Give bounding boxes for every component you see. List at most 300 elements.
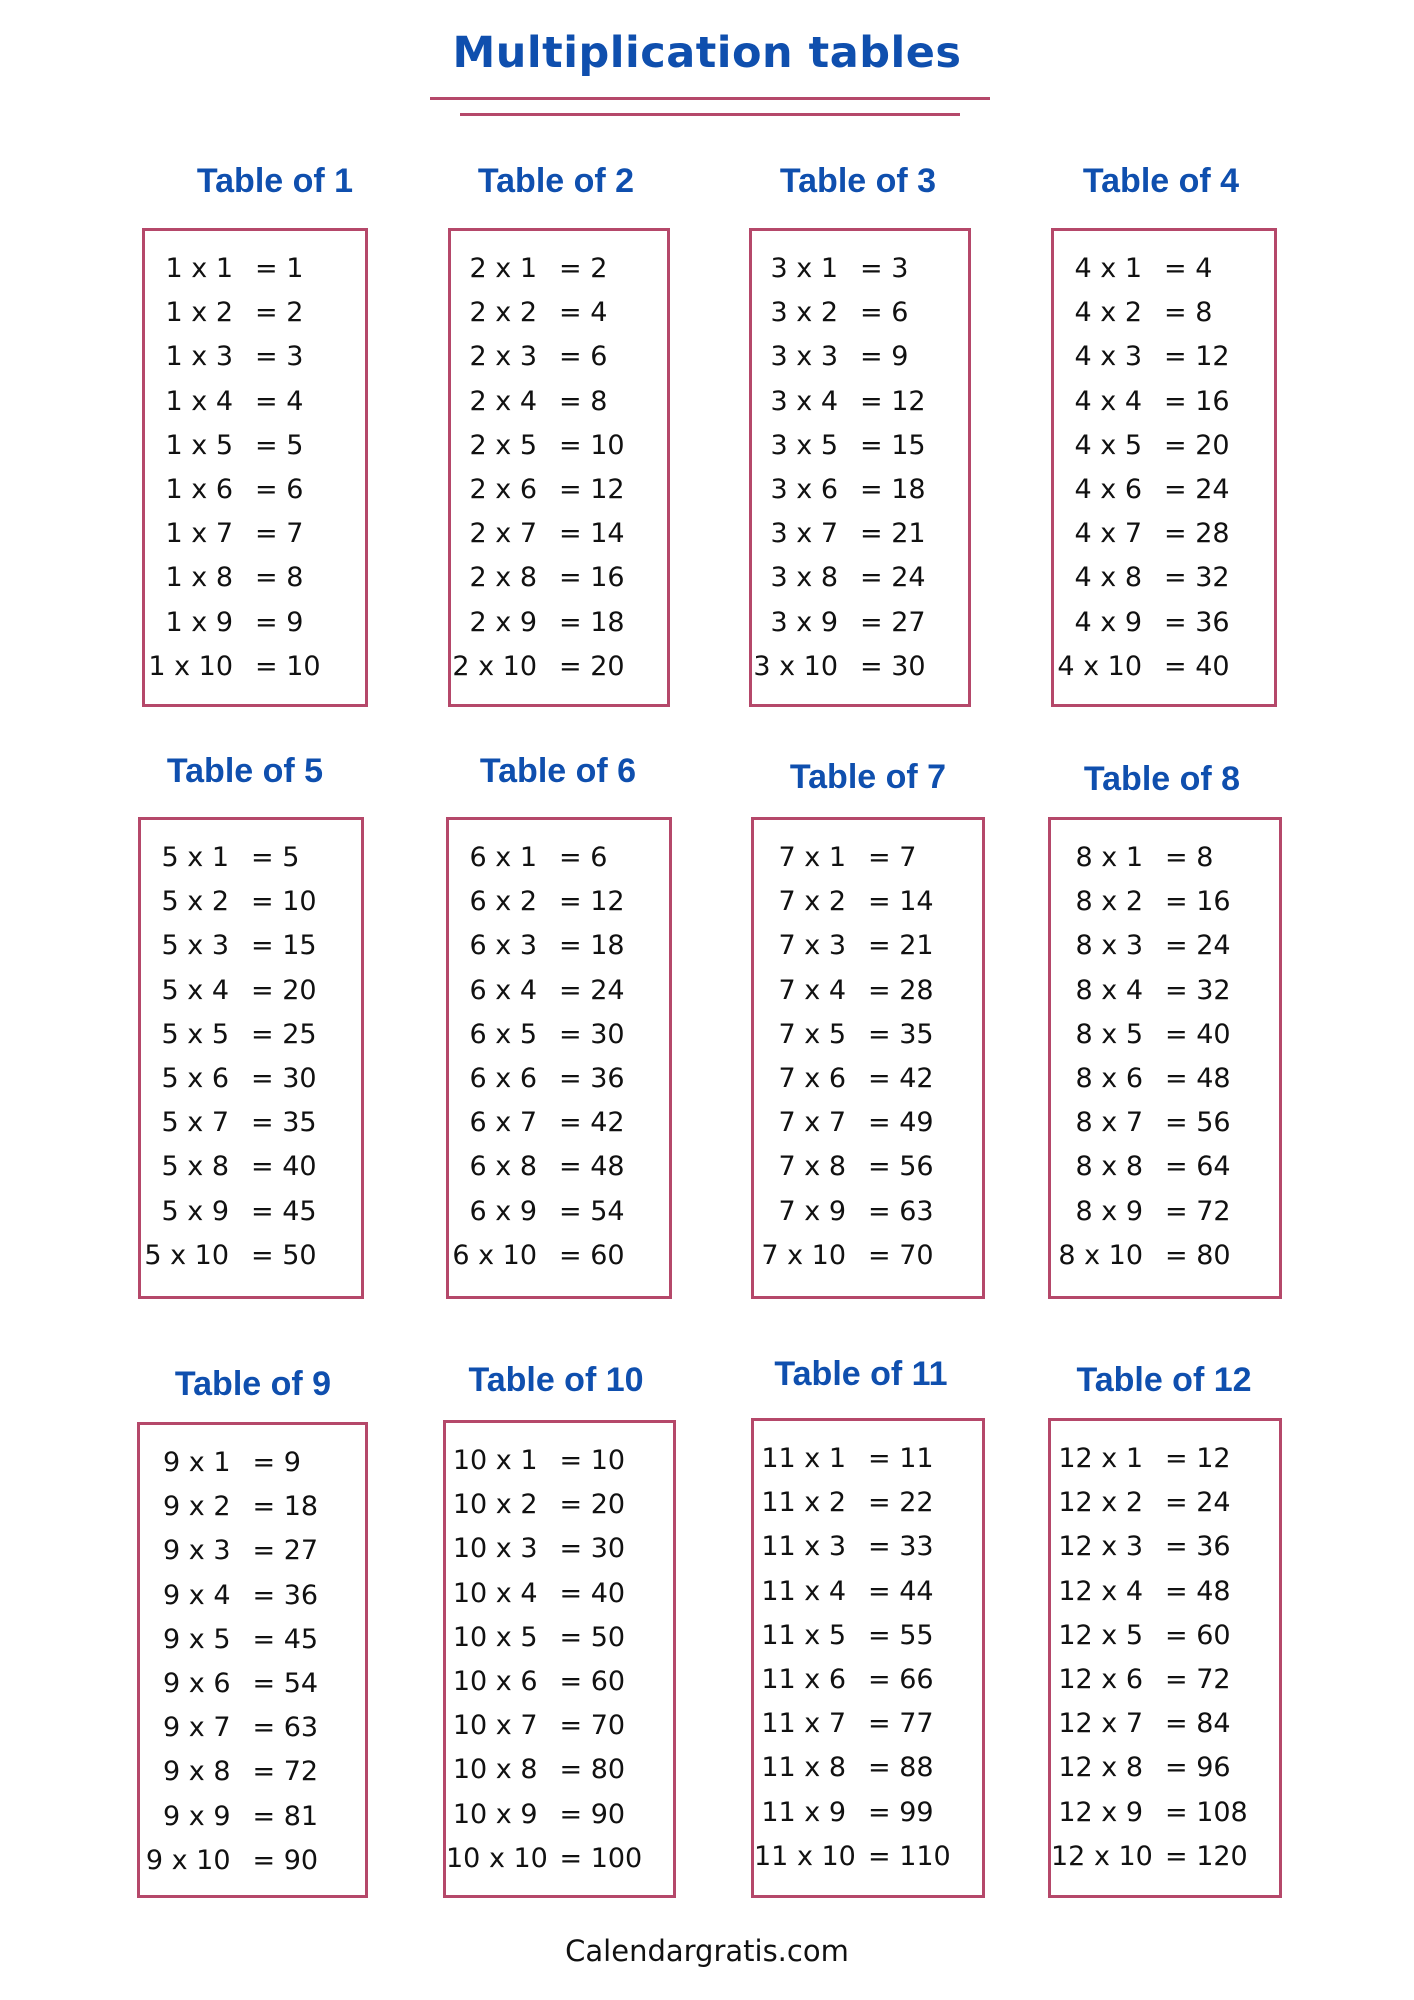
row-expression: 11 x 9 bbox=[761, 1796, 846, 1828]
table-box-1 bbox=[142, 228, 368, 707]
row-result: = 49 bbox=[868, 1107, 934, 1139]
table-row bbox=[451, 601, 667, 645]
row-expression: 4 x 6 bbox=[1074, 473, 1142, 505]
row-expression: 9 x 2 bbox=[163, 1491, 231, 1523]
table-row bbox=[141, 880, 361, 924]
row-result: = 72 bbox=[1165, 1195, 1231, 1227]
row-result: = 21 bbox=[868, 930, 934, 962]
row-result: = 24 bbox=[1165, 930, 1231, 962]
table-row bbox=[1051, 1570, 1279, 1614]
table-row bbox=[752, 601, 968, 645]
table-row bbox=[145, 424, 365, 468]
row-result: = 10 bbox=[251, 886, 317, 918]
table-row bbox=[754, 1791, 982, 1835]
row-result: = 35 bbox=[251, 1107, 317, 1139]
table-row bbox=[752, 645, 968, 689]
row-expression: 4 x 8 bbox=[1074, 562, 1142, 594]
row-expression: 5 x 5 bbox=[161, 1018, 229, 1050]
row-expression: 2 x 9 bbox=[469, 606, 537, 638]
table-row bbox=[754, 1101, 982, 1145]
row-result: = 2 bbox=[255, 297, 304, 329]
table-box-7 bbox=[751, 817, 985, 1299]
table-row bbox=[754, 924, 982, 968]
table-row bbox=[1051, 1835, 1279, 1879]
page-title: Multiplication tables bbox=[452, 28, 962, 78]
row-expression: 1 x 2 bbox=[165, 297, 233, 329]
row-result: = 20 bbox=[251, 974, 317, 1006]
table-row bbox=[1051, 1658, 1279, 1702]
row-expression: 12 x 2 bbox=[1058, 1487, 1143, 1519]
table-row bbox=[141, 924, 361, 968]
row-expression: 11 x 3 bbox=[761, 1531, 846, 1563]
table-title-11: Table of 11 bbox=[774, 1355, 948, 1393]
row-expression: 11 x 4 bbox=[761, 1575, 846, 1607]
row-expression: 6 x 2 bbox=[469, 886, 537, 918]
row-expression: 1 x 9 bbox=[165, 606, 233, 638]
row-result: = 12 bbox=[1165, 1443, 1231, 1474]
row-expression: 12 x 6 bbox=[1058, 1663, 1143, 1695]
table-row bbox=[754, 1437, 982, 1481]
row-result: = 16 bbox=[1164, 385, 1230, 417]
row-result: = 25 bbox=[251, 1018, 317, 1050]
row-expression: 11 x 2 bbox=[761, 1487, 846, 1519]
table-row bbox=[754, 880, 982, 924]
table-row bbox=[141, 836, 361, 880]
row-result: = 40 bbox=[1164, 650, 1230, 682]
row-result: = 20 bbox=[559, 650, 625, 682]
row-expression: 1 x 7 bbox=[165, 518, 233, 550]
table-row bbox=[451, 556, 667, 600]
row-result: = 44 bbox=[868, 1575, 934, 1607]
row-result: = 4 bbox=[1164, 253, 1213, 284]
row-result: = 28 bbox=[868, 974, 934, 1006]
row-result: = 33 bbox=[868, 1531, 934, 1563]
row-result: = 24 bbox=[559, 974, 625, 1006]
table-row bbox=[1051, 1614, 1279, 1658]
row-result: = 3 bbox=[860, 253, 909, 284]
table-row bbox=[145, 468, 365, 512]
row-expression: 12 x 5 bbox=[1058, 1619, 1143, 1651]
table-row bbox=[446, 1572, 673, 1616]
row-result: = 40 bbox=[1165, 1018, 1231, 1050]
table-row bbox=[1051, 924, 1279, 968]
row-result: = 9 bbox=[252, 1447, 301, 1478]
table-box-11 bbox=[751, 1418, 985, 1898]
table-title-9: Table of 9 bbox=[174, 1365, 332, 1403]
row-result: = 60 bbox=[559, 1665, 626, 1697]
table-row bbox=[1054, 601, 1274, 645]
table-row bbox=[141, 1057, 361, 1101]
row-expression: 3 x 5 bbox=[770, 429, 838, 461]
table-title-12: Table of 12 bbox=[1076, 1361, 1252, 1399]
row-expression: 8 x 9 bbox=[1075, 1195, 1143, 1227]
row-expression: 7 x 2 bbox=[778, 886, 846, 918]
table-row bbox=[754, 1614, 982, 1658]
row-result: = 70 bbox=[868, 1239, 934, 1271]
row-result: = 8 bbox=[255, 562, 304, 594]
row-result: = 36 bbox=[252, 1579, 319, 1611]
table-box-5 bbox=[138, 817, 364, 1299]
table-row bbox=[754, 1013, 982, 1057]
row-result: = 48 bbox=[559, 1151, 625, 1183]
row-expression: 6 x 1 bbox=[469, 842, 537, 873]
row-result: = 84 bbox=[1165, 1708, 1231, 1740]
table-row bbox=[1051, 1791, 1279, 1835]
row-expression: 5 x 8 bbox=[161, 1151, 229, 1183]
title-underline-top bbox=[430, 97, 990, 100]
row-result: = 7 bbox=[255, 518, 304, 550]
table-row bbox=[1051, 1746, 1279, 1790]
row-expression: 7 x 5 bbox=[778, 1018, 846, 1050]
row-expression: 10 x 1 bbox=[452, 1445, 538, 1476]
row-expression: 10 x 8 bbox=[452, 1754, 538, 1786]
table-row bbox=[446, 1704, 673, 1748]
table-row bbox=[1051, 1101, 1279, 1145]
row-expression: 6 x 10 bbox=[452, 1239, 537, 1271]
row-result: = 100 bbox=[559, 1842, 643, 1874]
row-expression: 2 x 2 bbox=[469, 297, 537, 329]
row-result: = 16 bbox=[1165, 886, 1231, 918]
row-result: = 66 bbox=[868, 1663, 934, 1695]
table-row bbox=[140, 1618, 365, 1662]
table-row bbox=[1054, 380, 1274, 424]
table-row bbox=[141, 1234, 361, 1278]
table-row bbox=[140, 1529, 365, 1573]
table-row bbox=[449, 1057, 669, 1101]
row-expression: 11 x 10 bbox=[754, 1840, 856, 1872]
row-result: = 72 bbox=[1165, 1663, 1231, 1695]
row-expression: 9 x 3 bbox=[163, 1535, 231, 1567]
row-result: = 6 bbox=[559, 842, 608, 873]
row-result: = 110 bbox=[868, 1840, 951, 1872]
row-expression: 7 x 3 bbox=[778, 930, 846, 962]
row-expression: 9 x 10 bbox=[145, 1844, 231, 1876]
row-expression: 6 x 7 bbox=[469, 1107, 537, 1139]
row-expression: 2 x 8 bbox=[469, 562, 537, 594]
table-row bbox=[754, 1145, 982, 1189]
row-expression: 11 x 5 bbox=[761, 1619, 846, 1651]
row-result: = 80 bbox=[1165, 1239, 1231, 1271]
row-expression: 10 x 2 bbox=[452, 1489, 538, 1521]
table-row bbox=[752, 512, 968, 556]
row-expression: 3 x 4 bbox=[770, 385, 838, 417]
row-result: = 48 bbox=[1165, 1575, 1231, 1607]
row-expression: 3 x 7 bbox=[770, 518, 838, 550]
table-row bbox=[1054, 556, 1274, 600]
table-row bbox=[140, 1706, 365, 1750]
row-result: = 30 bbox=[559, 1018, 625, 1050]
row-expression: 12 x 7 bbox=[1058, 1708, 1143, 1740]
table-row bbox=[1054, 291, 1274, 335]
row-expression: 5 x 3 bbox=[161, 930, 229, 962]
table-row bbox=[141, 1101, 361, 1145]
row-result: = 10 bbox=[559, 429, 625, 461]
row-expression: 7 x 8 bbox=[778, 1151, 846, 1183]
row-expression: 10 x 9 bbox=[452, 1798, 538, 1830]
row-expression: 10 x 7 bbox=[452, 1710, 538, 1742]
row-result: = 12 bbox=[1164, 341, 1230, 373]
row-result: = 9 bbox=[860, 341, 909, 373]
table-row bbox=[1051, 1190, 1279, 1234]
table-row bbox=[1051, 969, 1279, 1013]
row-expression: 1 x 8 bbox=[165, 562, 233, 594]
row-result: = 8 bbox=[1164, 297, 1213, 329]
row-expression: 1 x 6 bbox=[165, 473, 233, 505]
row-result: = 4 bbox=[255, 385, 304, 417]
row-expression: 9 x 6 bbox=[163, 1667, 231, 1699]
table-row bbox=[1051, 1057, 1279, 1101]
row-result: = 30 bbox=[251, 1062, 317, 1094]
table-row bbox=[1054, 335, 1274, 379]
table-row bbox=[446, 1793, 673, 1837]
row-result: = 99 bbox=[868, 1796, 934, 1828]
table-row bbox=[145, 556, 365, 600]
row-expression: 5 x 10 bbox=[144, 1239, 229, 1271]
row-expression: 6 x 9 bbox=[469, 1195, 537, 1227]
table-row bbox=[145, 645, 365, 689]
table-row bbox=[145, 601, 365, 645]
table-row bbox=[446, 1527, 673, 1571]
row-result: = 27 bbox=[252, 1535, 319, 1567]
row-expression: 8 x 2 bbox=[1075, 886, 1143, 918]
table-box-9 bbox=[137, 1422, 368, 1898]
row-expression: 4 x 3 bbox=[1074, 341, 1142, 373]
row-expression: 10 x 5 bbox=[452, 1621, 538, 1653]
table-box-8 bbox=[1048, 817, 1282, 1299]
row-result: = 16 bbox=[559, 562, 625, 594]
row-expression: 7 x 9 bbox=[778, 1195, 846, 1227]
row-result: = 30 bbox=[860, 650, 926, 682]
row-result: = 80 bbox=[559, 1754, 626, 1786]
row-result: = 12 bbox=[559, 886, 625, 918]
table-row bbox=[140, 1485, 365, 1529]
row-result: = 5 bbox=[251, 842, 300, 873]
row-result: = 60 bbox=[559, 1239, 625, 1271]
table-row bbox=[1054, 424, 1274, 468]
table-row bbox=[446, 1748, 673, 1792]
row-expression: 4 x 1 bbox=[1074, 253, 1142, 284]
table-row bbox=[1051, 1702, 1279, 1746]
row-result: = 6 bbox=[559, 341, 608, 373]
row-result: = 36 bbox=[1164, 606, 1230, 638]
table-row bbox=[1051, 1525, 1279, 1569]
row-expression: 10 x 3 bbox=[452, 1533, 538, 1565]
row-result: = 81 bbox=[252, 1800, 319, 1832]
row-result: = 32 bbox=[1164, 562, 1230, 594]
table-row bbox=[752, 247, 968, 291]
row-result: = 7 bbox=[868, 842, 917, 873]
row-expression: 9 x 1 bbox=[163, 1447, 231, 1478]
row-result: = 36 bbox=[1165, 1531, 1231, 1563]
row-result: = 50 bbox=[251, 1239, 317, 1271]
table-row bbox=[1051, 1234, 1279, 1278]
table-row bbox=[754, 836, 982, 880]
row-expression: 8 x 5 bbox=[1075, 1018, 1143, 1050]
table-title-2: Table of 2 bbox=[477, 162, 635, 200]
row-expression: 3 x 6 bbox=[770, 473, 838, 505]
table-row bbox=[145, 512, 365, 556]
row-result: = 1 bbox=[255, 253, 304, 284]
table-row bbox=[1051, 1013, 1279, 1057]
row-expression: 7 x 7 bbox=[778, 1107, 846, 1139]
row-result: = 14 bbox=[868, 886, 934, 918]
row-expression: 10 x 6 bbox=[452, 1665, 538, 1697]
row-expression: 3 x 10 bbox=[753, 650, 838, 682]
table-box-3 bbox=[749, 228, 971, 707]
row-expression: 3 x 3 bbox=[770, 341, 838, 373]
row-result: = 24 bbox=[1164, 473, 1230, 505]
table-title-4: Table of 4 bbox=[1082, 162, 1240, 200]
table-row bbox=[449, 1101, 669, 1145]
row-expression: 9 x 5 bbox=[163, 1623, 231, 1655]
row-result: = 42 bbox=[559, 1107, 625, 1139]
row-expression: 6 x 6 bbox=[469, 1062, 537, 1094]
table-row bbox=[145, 335, 365, 379]
table-row bbox=[141, 969, 361, 1013]
table-row bbox=[1054, 645, 1274, 689]
row-result: = 6 bbox=[860, 297, 909, 329]
row-result: = 72 bbox=[252, 1756, 319, 1788]
table-row bbox=[446, 1837, 673, 1881]
table-row bbox=[754, 1702, 982, 1746]
row-expression: 2 x 7 bbox=[469, 518, 537, 550]
table-row bbox=[449, 880, 669, 924]
row-expression: 1 x 5 bbox=[165, 429, 233, 461]
row-result: = 18 bbox=[860, 473, 926, 505]
row-result: = 120 bbox=[1165, 1840, 1248, 1872]
table-row bbox=[754, 1835, 982, 1879]
row-result: = 90 bbox=[559, 1798, 626, 1830]
table-row bbox=[752, 424, 968, 468]
row-result: = 22 bbox=[868, 1487, 934, 1519]
table-box-6 bbox=[446, 817, 672, 1299]
table-row bbox=[451, 335, 667, 379]
row-expression: 10 x 10 bbox=[446, 1842, 548, 1874]
row-result: = 63 bbox=[252, 1712, 319, 1744]
row-result: = 24 bbox=[860, 562, 926, 594]
table-row bbox=[451, 424, 667, 468]
table-row bbox=[451, 291, 667, 335]
row-expression: 9 x 9 bbox=[163, 1800, 231, 1832]
row-expression: 12 x 10 bbox=[1051, 1840, 1153, 1872]
table-row bbox=[451, 512, 667, 556]
row-expression: 5 x 4 bbox=[161, 974, 229, 1006]
row-expression: 9 x 8 bbox=[163, 1756, 231, 1788]
row-result: = 18 bbox=[252, 1491, 319, 1523]
table-row bbox=[451, 645, 667, 689]
row-result: = 40 bbox=[251, 1151, 317, 1183]
row-result: = 48 bbox=[1165, 1062, 1231, 1094]
row-expression: 12 x 9 bbox=[1058, 1796, 1143, 1828]
table-row bbox=[449, 1145, 669, 1189]
row-result: = 56 bbox=[868, 1151, 934, 1183]
row-result: = 12 bbox=[860, 385, 926, 417]
row-expression: 11 x 8 bbox=[761, 1752, 846, 1784]
table-title-8: Table of 8 bbox=[1083, 760, 1241, 798]
row-expression: 4 x 10 bbox=[1057, 650, 1142, 682]
table-row bbox=[451, 468, 667, 512]
row-result: = 2 bbox=[559, 253, 608, 284]
row-result: = 60 bbox=[1165, 1619, 1231, 1651]
row-expression: 5 x 6 bbox=[161, 1062, 229, 1094]
row-result: = 8 bbox=[1165, 842, 1214, 873]
row-result: = 27 bbox=[860, 606, 926, 638]
row-expression: 2 x 10 bbox=[452, 650, 537, 682]
table-row bbox=[752, 291, 968, 335]
row-expression: 12 x 4 bbox=[1058, 1575, 1143, 1607]
row-expression: 4 x 9 bbox=[1074, 606, 1142, 638]
table-row bbox=[140, 1839, 365, 1883]
row-result: = 10 bbox=[255, 650, 321, 682]
row-expression: 5 x 9 bbox=[161, 1195, 229, 1227]
row-result: = 54 bbox=[252, 1667, 319, 1699]
table-row bbox=[754, 1525, 982, 1569]
row-expression: 5 x 7 bbox=[161, 1107, 229, 1139]
table-row bbox=[1054, 247, 1274, 291]
row-result: = 3 bbox=[255, 341, 304, 373]
table-row bbox=[754, 1658, 982, 1702]
row-result: = 45 bbox=[252, 1623, 319, 1655]
table-row bbox=[140, 1574, 365, 1618]
row-expression: 8 x 7 bbox=[1075, 1107, 1143, 1139]
row-expression: 11 x 1 bbox=[761, 1443, 846, 1474]
table-row bbox=[145, 247, 365, 291]
table-box-4 bbox=[1051, 228, 1277, 707]
row-expression: 8 x 3 bbox=[1075, 930, 1143, 962]
row-expression: 7 x 6 bbox=[778, 1062, 846, 1094]
row-result: = 12 bbox=[559, 473, 625, 505]
table-row bbox=[449, 1190, 669, 1234]
row-result: = 18 bbox=[559, 930, 625, 962]
table-row bbox=[754, 1481, 982, 1525]
row-result: = 6 bbox=[255, 473, 304, 505]
table-row bbox=[752, 556, 968, 600]
table-row bbox=[141, 1013, 361, 1057]
table-row bbox=[446, 1660, 673, 1704]
row-result: = 18 bbox=[559, 606, 625, 638]
row-expression: 3 x 8 bbox=[770, 562, 838, 594]
table-row bbox=[451, 247, 667, 291]
row-result: = 14 bbox=[559, 518, 625, 550]
table-row bbox=[754, 1570, 982, 1614]
row-expression: 8 x 6 bbox=[1075, 1062, 1143, 1094]
row-expression: 10 x 4 bbox=[452, 1577, 538, 1609]
table-row bbox=[140, 1441, 365, 1485]
table-row bbox=[1051, 1437, 1279, 1481]
row-result: = 63 bbox=[868, 1195, 934, 1227]
table-box-2 bbox=[448, 228, 670, 707]
table-row bbox=[141, 1145, 361, 1189]
row-result: = 30 bbox=[559, 1533, 626, 1565]
row-expression: 1 x 4 bbox=[165, 385, 233, 417]
table-title-3: Table of 3 bbox=[779, 162, 937, 200]
table-row bbox=[140, 1795, 365, 1839]
row-result: = 24 bbox=[1165, 1487, 1231, 1519]
row-expression: 9 x 4 bbox=[163, 1579, 231, 1611]
row-expression: 4 x 7 bbox=[1074, 518, 1142, 550]
table-row bbox=[446, 1483, 673, 1527]
row-result: = 9 bbox=[255, 606, 304, 638]
row-expression: 9 x 7 bbox=[163, 1712, 231, 1744]
row-expression: 12 x 1 bbox=[1058, 1443, 1143, 1474]
table-row bbox=[145, 291, 365, 335]
row-result: = 55 bbox=[868, 1619, 934, 1651]
table-row bbox=[1054, 512, 1274, 556]
table-row bbox=[446, 1439, 673, 1483]
row-expression: 12 x 3 bbox=[1058, 1531, 1143, 1563]
row-expression: 5 x 1 bbox=[161, 842, 229, 873]
row-result: = 45 bbox=[251, 1195, 317, 1227]
